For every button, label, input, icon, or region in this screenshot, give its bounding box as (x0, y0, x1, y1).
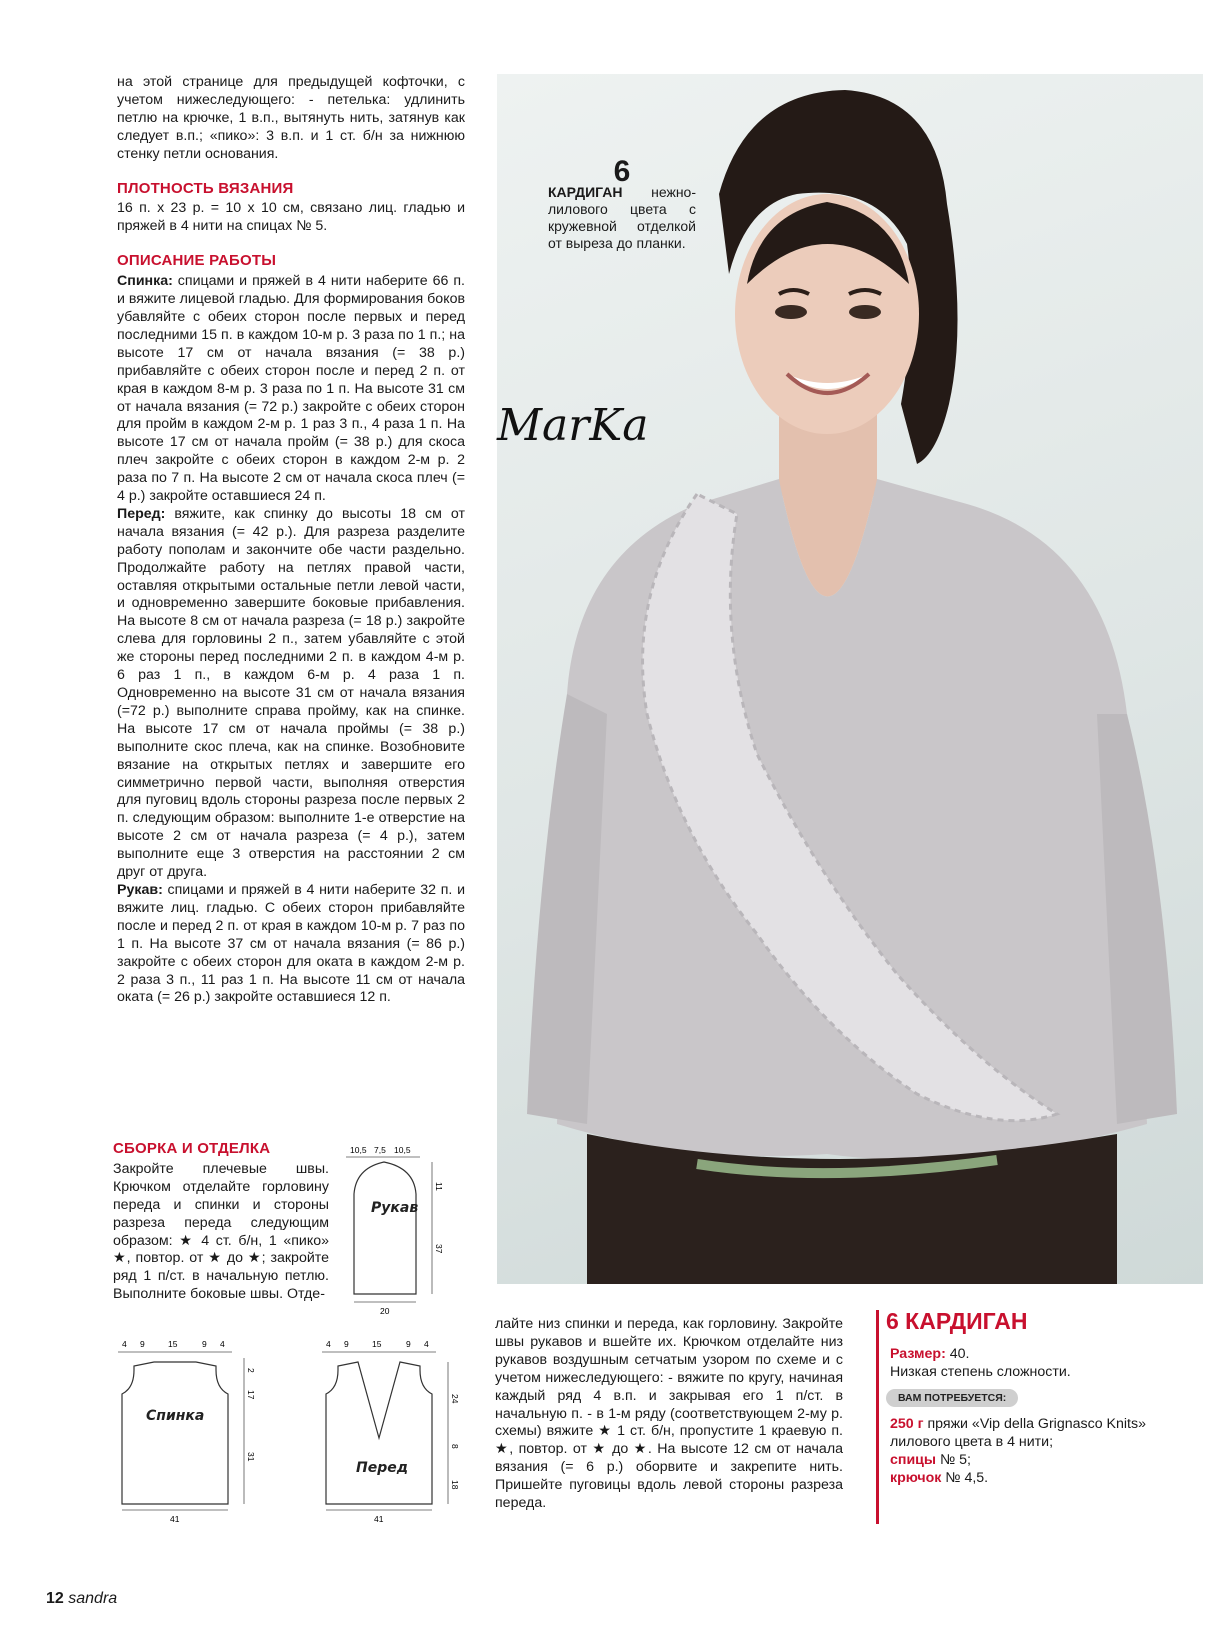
yarn-text: пряжи «Vip della Grignasco Knits» лилового цвета в 4 нити; (890, 1416, 1146, 1450)
sleeve-outline (354, 1162, 419, 1294)
size-value: 40. (945, 1346, 970, 1362)
assembly-heading: СБОРКА И ОТДЕЛКА (113, 1140, 271, 1157)
sleeve-top-dim-2: 7,5 (374, 1145, 386, 1155)
info-yarn (890, 1415, 1194, 1451)
front-outline (326, 1362, 432, 1504)
back-bottom-dim: 41 (170, 1514, 180, 1524)
page-number: 12 (46, 1590, 64, 1607)
back-top-dim-2: 9 (140, 1339, 145, 1349)
middle-column (495, 1316, 843, 1513)
magazine-brand: sandra (68, 1590, 118, 1607)
middle-text: лайте низ спинки и переда, как горловину. Закройте швы рукавов и вшейте их. Крючком отделайте низ рукавов воздушным сетчатым узором по схеме и с учетом нижеследующего: - вяжите по кругу, начиная каждый ряд 4 в.п. и закрывая его 1 п/ст. в начальную п. - в 1-м ряду (соответствующем 2-му р. схемы) вяжите ★ 1 ст. б/н, пропустите 1 краевую п. ★, повтор. от ★ до ★. На высоте 12 см от начала вязания (= 6 р.) оборвите и закрепите нить. Пришейте пуговицы вдоль левой стороны разреза переда. (495, 1316, 843, 1512)
front-diagram (318, 1336, 478, 1526)
size-label: Размер: (890, 1346, 946, 1362)
back-lead: Спинка: (117, 273, 173, 290)
back-top-dim-5: 4 (220, 1339, 225, 1349)
info-title: 6 КАРДИГАН (886, 1308, 1028, 1334)
hook-label: крючок (890, 1470, 942, 1486)
density-text: 16 п. х 23 р. = 10 х 10 см, связано лиц. гладью и пряжей в 4 нити на спицах № 5. (117, 200, 465, 235)
back-top-dim-4: 9 (202, 1339, 207, 1349)
back-right-dim-2: 17 (246, 1390, 256, 1400)
front-top-dim-5: 4 (424, 1339, 429, 1349)
front-label: Перед (356, 1460, 409, 1476)
sleeve-label: Рукав (371, 1200, 419, 1216)
back-label: Спинка (146, 1408, 205, 1424)
info-box (876, 1308, 1194, 1487)
density-heading: ПЛОТНОСТЬ ВЯЗАНИЯ (117, 179, 294, 197)
model-illustration (497, 74, 1203, 1284)
sleeve-bottom-dim: 20 (380, 1306, 390, 1316)
front-lead: Перед: (117, 505, 166, 522)
front-top-dim-2: 9 (344, 1339, 349, 1349)
front-right-dim-3: 18 (450, 1480, 460, 1490)
sleeve-right-dim-2: 37 (434, 1244, 444, 1254)
caption-text (548, 184, 696, 252)
sleeve-top-dim-3: 10,5 (394, 1145, 411, 1155)
watermark: MarKa (497, 400, 649, 451)
sleeve-text: спицами и пряжей в 4 нити наберите 32 п. и вяжите лиц. гладью. С обеих сторон прибавляйте после и перед 2 п. от края в каждом 10-м р. 7 раз по 1 п. На высоте 37 см от начала вязания (= 86 р.) закройте с обеих сторон для оката в каждом 2-м р. 2 раза 3 п., 11 раз 1 п. На высоте 11 см от начала оката (= 26 р.) закройте оставшиеся 12 п. (117, 881, 465, 1006)
front-top-dim-1: 4 (326, 1339, 331, 1349)
caption-lead: КАРДИГАН (548, 184, 623, 200)
back-text: спицами и пряжей в 4 нити наберите 66 п. и вяжите лицевой гладью. Для формирования боков убавляйте с обеих сторон после первых и перед последними 15 п. в каждом 10-м р. 3 раза по 1 п.; на высоте 17 см от начала вязания (= 38 р.) прибавляйте с обеих сторон после и перед 2 п. от края в каждом 8-м р. 3 раза по 1 п. На высоте 31 см от начала вязания (= 72 р.) закройте с обеих сторон для пройм в каждом 2-м р. 1 раз 3 п., 4 раза 1 п. На высоте 17 см от начала пройм (= 38 р.) для скоса плеч закройте с обеих сторон в каждом 2-м р. 2 раза по 7 п. На высоте 2 см от начала скоса плеч (= 4 р.) закройте оставшиеся 24 п. (117, 273, 465, 505)
sleeve-top-dim-1: 10,5 (350, 1145, 367, 1155)
need-label: ВАМ ПОТРЕБУЕТСЯ: (886, 1389, 1018, 1407)
hook-value: № 4,5. (941, 1470, 989, 1486)
back-right-dim-1: 2 (246, 1368, 256, 1373)
page-footer (46, 1590, 117, 1608)
back-diagram (114, 1336, 274, 1526)
back-top-dim-3: 15 (168, 1339, 178, 1349)
front-text: вяжите, как спинку до высоты 18 см от начала вязания (= 42 р.). Для разреза разделите работу пополам и закончите обе части раздельно. Продолжайте работу на петлях правой части, оставляя открытыми остальные петли левой части, и одновременно завершите боковые прибавления. На высоте 8 см от начала разреза (= 18 р.) закройте слева для горловины 2 п., затем убавляйте с этой же стороны перед последними 2 п. в каждом 4-м р. 6 раз 1 п., в каждом 6-м р. 4 раза 1 п. Одновременно на высоте 31 см от начала вязания (=72 р.) выполните справа пройму, как на спинке. На высоте 17 см от начала проймы (= 38 р.) выполните скос плеча, как на спинке. Возобновите вязание на открытых петлях и завершите его симметрично первой части, выполняя отверстия для пуговиц вдоль стороны разреза после первых 2 п. следующим образом: выполните 1-е отверстие на высоте 2 см от начала разреза (= 4 р.), затем выполните еще 3 отверстия на расстоянии 2 см друг от друга. (117, 505, 465, 881)
front-right-dim-2: 8 (450, 1444, 460, 1449)
front-top-dim-3: 15 (372, 1339, 382, 1349)
work-heading: ОПИСАНИЕ РАБОТЫ (117, 252, 277, 270)
caption-number: 6 (613, 155, 631, 188)
intro-text: на этой странице для предыдущей кофточки, с учетом нижеследующего: - петелька: удлинить петлю на крючке, 1 в.п., вытянуть нить, затянув как следует в.п.; «пико»: 3 в.п. и 1 ст. б/н за нижнюю стенку петли основания. (117, 74, 465, 162)
info-hook (890, 1469, 1194, 1487)
needles-value: № 5; (936, 1452, 971, 1468)
yarn-amount: 250 г (890, 1416, 924, 1432)
back-outline (122, 1362, 228, 1504)
left-column (117, 74, 465, 1007)
front-bottom-dim: 41 (374, 1514, 384, 1524)
back-right-dim-3: 31 (246, 1452, 256, 1462)
back-top-dim-1: 4 (122, 1339, 127, 1349)
sleeve-diagram (344, 1142, 474, 1322)
needles-label: спицы (890, 1452, 937, 1468)
info-size (890, 1345, 1194, 1363)
front-right-dim-1: 24 (450, 1394, 460, 1404)
model-photo (497, 74, 1203, 1284)
back-paragraph (117, 273, 465, 506)
front-paragraph (117, 506, 465, 882)
sleeve-right-dim-1: 11 (434, 1182, 444, 1191)
info-difficulty: Низкая степень сложности. (890, 1364, 1071, 1380)
assembly-text: Закройте плечевые швы. Крючком отделайте горловину переда и спинки и стороны разреза переда следующим образом: ★ 4 ст. б/н, 1 «пико» ★, повтор. от ★ до ★; закройте ряд 1 п/ст. в начальную петлю. Выполните боковые швы. Отде- (113, 1160, 329, 1303)
info-accent-bar (876, 1310, 879, 1524)
sleeve-lead: Рукав: (117, 881, 163, 898)
info-needles (890, 1451, 1194, 1469)
front-top-dim-4: 9 (406, 1339, 411, 1349)
photo-caption (548, 155, 696, 252)
sleeve-paragraph (117, 882, 465, 1007)
assembly-section (113, 1140, 329, 1304)
caption-body: нежно-лилового цвета с кружевной отделкой от выреза до планки. (548, 184, 696, 251)
